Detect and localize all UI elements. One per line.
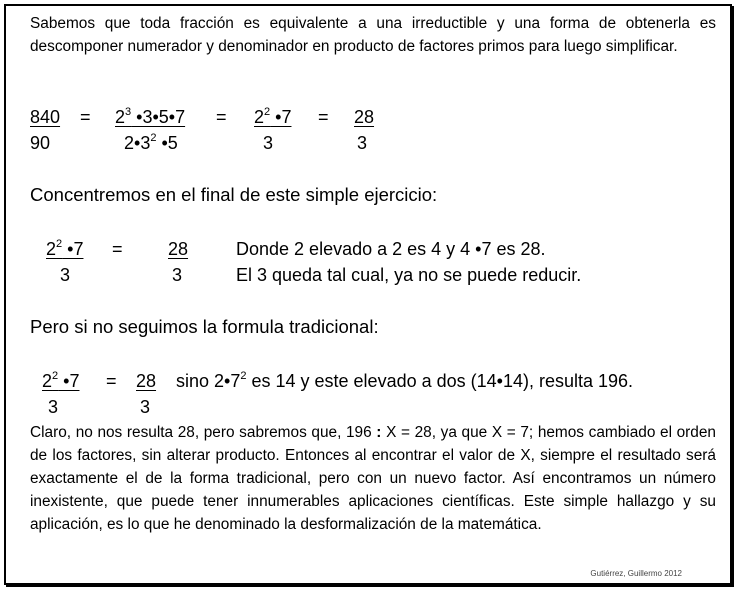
eq2-explanation-2: El 3 queda tal cual, ya no se puede reducir. — [236, 265, 582, 285]
eq2-equals: = — [112, 239, 123, 259]
eq3-denominator: 3 — [48, 397, 59, 417]
eq3-explanation: sino $2•7^2$ es 14 y este elevado a dos (14•14), resulta 196. — [176, 370, 634, 391]
intro-paragraph: Sabemos que toda fracción es equivalente a una irreductible y una forma de obtenerla es descomponer numerador y denominador en producto de factores primos para luego simplificar. — [30, 15, 716, 55]
eq2-explanation-1: Donde 2 elevado a 2 es 4 y 4 •7 es 28. — [236, 239, 546, 259]
eq1-numerator-1: $2^3$ •3•5•7 — [115, 106, 186, 127]
author-footer: Gutiérrez, Guillermo 2012 — [590, 569, 682, 578]
eq1-numerator-3: 28 — [354, 107, 375, 127]
conclusion-paragraph: Claro, no nos resulta 28, pero sabremos que, 196 : X = 28, ya que X = 7; hemos cambiado el orden de los factores, sin alterar producto. Entonces al encontrar el valor de X, siempre el resultado será exactamente el de la forma tradicional, pero con un nuevo factor. Así encontramos un número inexistente, que puede tener innumerables aplicaciones científicas. Este simple hallazgo y su aplicación, es lo que he denominado la desformalización de la matemática. — [30, 424, 716, 533]
eq2-result-denominator: 3 — [172, 265, 183, 285]
eq1-denominator-0: 90 — [30, 133, 51, 153]
eq1-numerator-2: $2^2$ •7 — [254, 106, 292, 127]
eq1-equals-1: = — [80, 107, 91, 127]
eq1-denominator-3: 3 — [357, 133, 368, 153]
eq3-numerator: $2^2$ •7 — [42, 370, 80, 391]
eq1-denominator-2: 3 — [263, 133, 274, 153]
eq1-numerator-0: 840 — [30, 107, 61, 127]
eq3-result-denominator: 3 — [140, 397, 151, 417]
eq3-result-numerator: 28 — [136, 371, 157, 391]
eq2-denominator: 3 — [60, 265, 71, 285]
eq1-equals-3: = — [318, 107, 329, 127]
section-heading-2: Pero si no seguimos la formula tradicional: — [30, 316, 379, 337]
eq2-numerator: $2^2$ •7 — [46, 238, 84, 259]
eq3-equals: = — [106, 371, 117, 391]
eq2-result-numerator: 28 — [168, 239, 189, 259]
section-heading-1: Concentremos en el final de este simple ejercicio: — [30, 184, 438, 205]
eq1-equals-2: = — [216, 107, 227, 127]
eq1-denominator-1: $2•3^2$ •5 — [124, 132, 178, 153]
